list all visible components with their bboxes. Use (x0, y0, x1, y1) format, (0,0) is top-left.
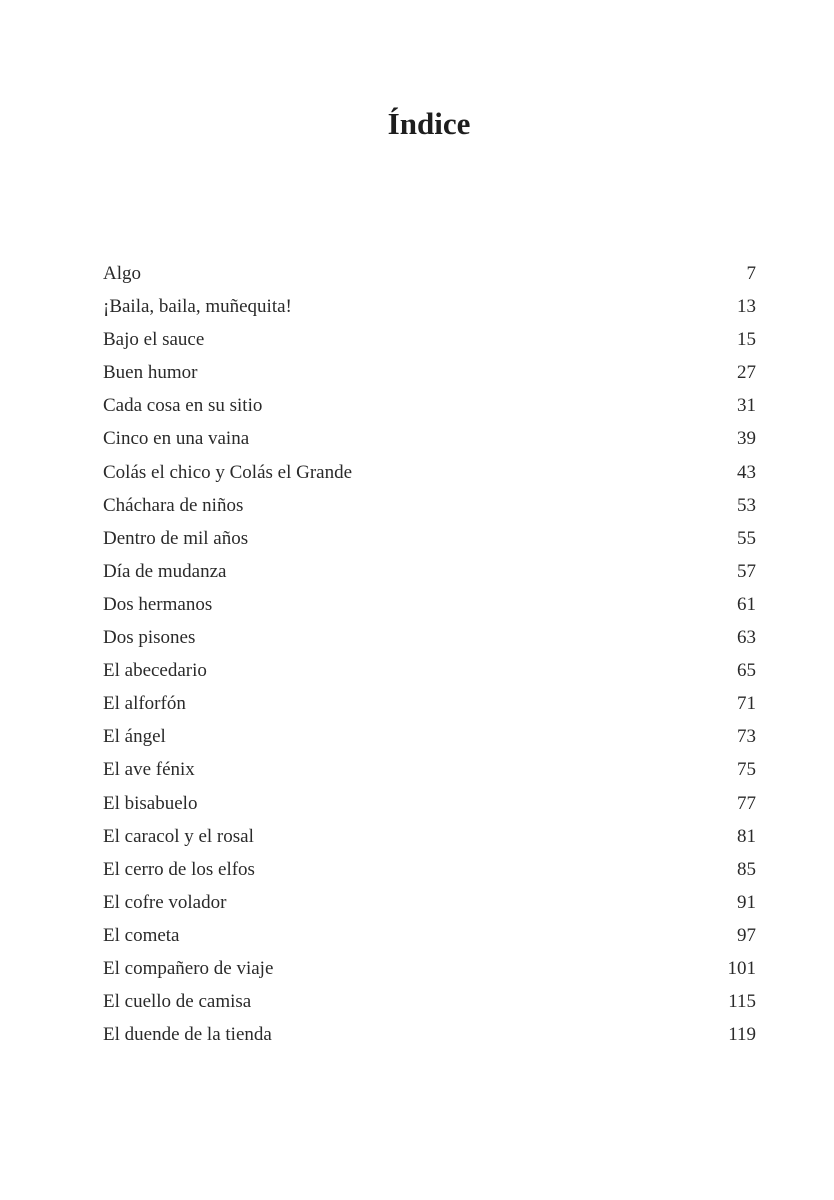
toc-entry-title: Dos hermanos (103, 593, 213, 615)
toc-entry-page: 101 (727, 957, 756, 979)
toc-entry (103, 720, 756, 753)
toc-entry (103, 1018, 756, 1051)
toc-entry-page: 53 (737, 494, 756, 516)
toc-entry-title: El ave fénix (103, 759, 195, 781)
toc-entry-page: 97 (737, 924, 756, 946)
toc-entry (103, 687, 756, 720)
toc-entry-title: ¡Baila, baila, muñequita! (103, 296, 292, 318)
toc-entry (103, 257, 756, 290)
toc-entry-page: 7 (746, 263, 756, 284)
toc-entry-page: 75 (737, 759, 756, 781)
toc-entry-title: Dos pisones (103, 627, 196, 649)
toc-entry-page: 71 (737, 693, 756, 715)
toc-entry-title: Algo (103, 263, 141, 284)
toc-entry (103, 621, 756, 654)
toc-entry-title: El cometa (103, 924, 180, 946)
toc-entry-title: El abecedario (103, 660, 207, 682)
toc-entry-page: 57 (737, 560, 756, 582)
toc-entry-page: 61 (737, 593, 756, 615)
toc-entry-page: 65 (737, 660, 756, 682)
toc-entry (103, 588, 756, 621)
toc-entry-title: El compañero de viaje (103, 957, 274, 979)
toc-entry-title: Día de mudanza (103, 560, 227, 582)
toc-entry-title: El alforfón (103, 693, 186, 715)
toc-entry (103, 886, 756, 919)
toc-entry-title: El caracol y el rosal (103, 825, 254, 847)
toc-entry-title: El cuello de camisa (103, 991, 252, 1013)
toc-entry (103, 356, 756, 389)
toc-entry-title: Bajo el sauce (103, 329, 205, 351)
toc-entry-title: Dentro de mil años (103, 527, 249, 549)
toc-entry-title: El cerro de los elfos (103, 858, 255, 880)
toc-entry-page: 43 (737, 461, 756, 483)
toc-entry-page: 73 (737, 726, 756, 748)
toc-entry (103, 456, 756, 489)
toc-entry-title: Cada cosa en su sitio (103, 395, 263, 417)
toc-entry-page: 91 (737, 891, 756, 913)
toc-entry-title: El cofre volador (103, 891, 227, 913)
toc-entry-title: El ángel (103, 726, 166, 748)
toc-entry-title: Colás el chico y Colás el Grande (103, 461, 353, 483)
toc-entry-title: Buen humor (103, 362, 198, 384)
toc-entry (103, 489, 756, 522)
toc-entry (103, 787, 756, 820)
toc-entry (103, 389, 756, 422)
toc-entry (103, 952, 756, 985)
toc-entry-page: 13 (737, 296, 756, 318)
toc-entry-title: El duende de la tienda (103, 1024, 272, 1046)
toc-entry (103, 323, 756, 356)
toc-entry (103, 919, 756, 952)
toc-entry-page: 15 (737, 329, 756, 351)
table-of-contents (103, 257, 756, 1051)
toc-entry (103, 654, 756, 687)
toc-entry-title: El bisabuelo (103, 792, 198, 814)
toc-entry (103, 555, 756, 588)
toc-entry (103, 853, 756, 886)
toc-entry-page: 31 (737, 395, 756, 417)
toc-entry-page: 55 (737, 527, 756, 549)
toc-entry (103, 753, 756, 786)
toc-entry-page: 63 (737, 627, 756, 649)
toc-entry-page: 85 (737, 858, 756, 880)
toc-entry-page: 77 (737, 792, 756, 814)
toc-entry-page: 119 (728, 1024, 756, 1046)
toc-entry-page: 39 (737, 428, 756, 450)
toc-entry (103, 522, 756, 555)
toc-entry-page: 115 (728, 991, 756, 1013)
toc-entry-title: Cinco en una vaina (103, 428, 250, 450)
toc-entry-page: 81 (737, 825, 756, 847)
toc-entry (103, 422, 756, 455)
toc-entry-title: Cháchara de niños (103, 494, 244, 516)
page-title: Índice (387, 106, 471, 141)
toc-entry-page: 27 (737, 362, 756, 384)
toc-entry (103, 820, 756, 853)
toc-entry (103, 290, 756, 323)
toc-entry (103, 985, 756, 1018)
